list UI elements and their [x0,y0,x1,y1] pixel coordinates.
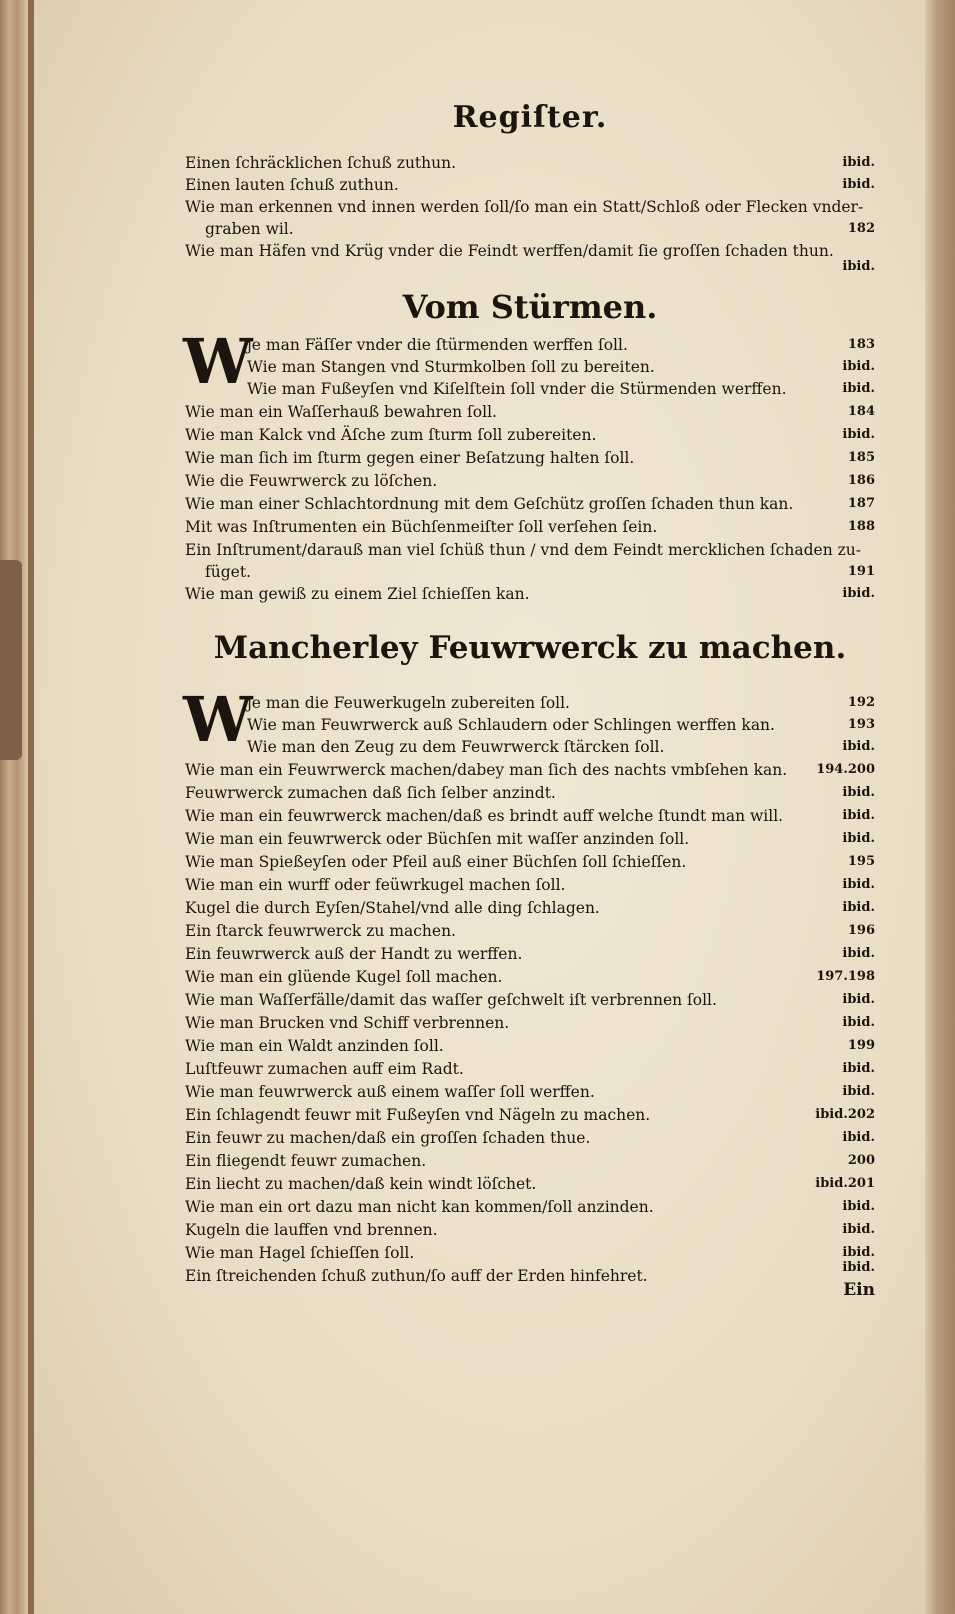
register-entry: Wie man ein Feuwrwerck machen/dabey man ſich des nachts vmbſehen kan. 194.200 [185,761,875,779]
register-entry: Wie man gewiß zu einem Ziel ſchieſſen kan. ibid. [185,585,875,603]
register-entry: Wie man Häfen vnd Krüg vnder die Feindt werffen/damit ſie groſſen ſchaden thun. ibid. [185,240,875,262]
page-ref: 195 [847,854,875,869]
register-entry: Wie man Kalck vnd Äſche zum ſturm ſoll zubereiten. ibid. [185,426,875,444]
page-ref: ibid. [842,1260,875,1275]
register-entry: je man die Feuwerkugeln zubereiten ſoll. 192 [247,694,875,712]
page-ref: ibid. [842,1015,875,1030]
register-entry: Ein Inſtrument/darauß man viel ſchüß thun / vnd dem Feindt mercklichen ſchaden zu- [185,541,862,559]
register-entry: Wie die Feuwrwerck zu löſchen. 186 [185,472,875,490]
register-entry: füget. 191 [205,563,875,581]
register-entry: Wie man ein feuwrwerck oder Büchſen mit waſſer anzinden ſoll. ibid. [185,830,875,848]
page-ref: 197.198 [816,969,875,984]
register-entry: Wie man ein Waſſerhauß bewahren ſoll. 184 [185,403,875,421]
section-title-stuermen: Vom Stürmen. [402,288,658,326]
register-entry: Wie man ein glüende Kugel ſoll machen. 197.198 [185,968,875,986]
register-entry: Mit was Inſtrumenten ein Büchſenmeiſter ſoll verſehen ſein. 188 [185,518,875,536]
page-ref: ibid. [842,1061,875,1076]
page-ref: ibid. [842,1245,875,1260]
page-ref: 184 [847,404,875,419]
page-ref: ibid. [842,155,875,170]
page-ref: 196 [847,923,875,938]
register-entry: Wie man Feuwrwerck auß Schlaudern oder Schlingen werffen kan. 193 [247,716,875,734]
register-entry: Wie man ein wurff oder feüwrkugel machen ſoll. ibid. [185,876,875,894]
register-entry: Wie man feuwrwerck auß einem waſſer ſoll werffen. ibid. [185,1083,875,1101]
page-ref: ibid. [842,586,875,601]
register-entry: Wie man Fußeyſen vnd Kiſelſtein ſoll vnder die Stürmenden werffen. ibid. [247,380,875,398]
register-entry: Wie man Stangen vnd Sturmkolben ſoll zu bereiten. ibid. [247,358,875,376]
page-ref: ibid. [842,785,875,800]
page-ref: ibid. [842,1084,875,1099]
page-ref: 199 [847,1038,875,1053]
page-ref: ibid. [842,877,875,892]
page-ref: 194.200 [816,762,875,777]
register-entry: Ein liecht zu machen/daß kein windt löſchet. ibid.201 [185,1175,875,1193]
register-entry: Wie man ein feuwrwerck machen/daß es brindt auff welche ſtundt man will. ibid. [185,807,875,825]
register-entry: Wie man erkennen vnd innen werden ſoll/ſo man ein Statt/Schloß oder Flecken vnder- [185,198,864,216]
register-entry: Wie man Spießeyſen oder Pfeil auß einer Büchſen ſoll ſchieſſen. 195 [185,853,875,871]
register-entry: graben wil. 182 [205,220,875,238]
section-title-feuwrwerck: Mancherley Feuwrwerck zu machen. [213,630,847,666]
register-entry: Wie man den Zeug zu dem Feuwrwerck ſtärcken ſoll. ibid. [247,738,875,756]
page-ref: ibid. [842,427,875,442]
page-ref: 185 [847,450,875,465]
page-ref: ibid. [842,992,875,1007]
page-ref: 186 [847,473,875,488]
register-entry: Kugel die durch Eyſen/Stahel/vnd alle ding ſchlagen. ibid. [185,899,875,917]
page-ref: 200 [847,1153,875,1168]
page-ref: ibid.201 [815,1176,875,1191]
register-entry: Ein ſchlagendt feuwr mit Fußeyſen vnd Nägeln zu machen. ibid.202 [185,1106,875,1124]
page-header: Regiſter. [452,100,608,135]
page-ref: 192 [847,695,875,710]
register-entry: Wie man Brucken vnd Schiff verbrennen. ibid. [185,1014,875,1032]
page-ref: 187 [847,496,875,511]
page-ref: ibid. [842,1130,875,1145]
register-entry: Feuwrwerck zumachen daß ſich ſelber anzindt. ibid. [185,784,875,802]
register-entry: Wie man Waſſerfälle/damit das waſſer geſchwelt iſt verbrennen ſoll. ibid. [185,991,875,1009]
page-ref: 191 [847,564,875,579]
page-ref: ibid. [842,1222,875,1237]
register-entry: Kugeln die lauffen vnd brennen. ibid. [185,1221,875,1239]
page-ref: ibid. [842,831,875,846]
drop-cap: W [183,325,253,398]
page-ref: ibid. [842,739,875,754]
page-ref: ibid. [842,946,875,961]
page-ref: ibid. [842,177,875,192]
register-entry: Wie man ein ort dazu man nicht kan kommen/ſoll anzinden. ibid. [185,1198,875,1216]
register-entry: Wie man Hagel ſchieſſen ſoll. ibid. [185,1244,875,1262]
page-ref: 183 [847,337,875,352]
register-entry: Ein fliegendt feuwr zumachen. 200 [185,1152,875,1170]
register-entry: je man Fäſſer vnder die ſtürmenden werffen ſoll. 183 [247,336,875,354]
register-entry: Wie man ſich im ſturm gegen einer Beſatzung halten ſoll. 185 [185,449,875,467]
register-entry: Wie man ein Waldt anzinden ſoll. 199 [185,1037,875,1055]
register-entry: Ein feuwrwerck auß der Handt zu werffen. ibid. [185,945,875,963]
page-ref: ibid. [842,381,875,396]
register-entry: Luſtfeuwr zumachen auff eim Radt. ibid. [185,1060,875,1078]
page-ref: ibid. [842,1199,875,1214]
page-ref: ibid. [842,359,875,374]
page-ref: ibid. [842,259,875,274]
register-entry: Ein ſtreichenden ſchuß zuthun/ſo auff der Erden hinfehret. ibid. [185,1265,875,1287]
catchword: Ein [843,1280,875,1300]
drop-cap: W [183,683,253,756]
page-ref: ibid. [842,900,875,915]
register-entry: Einen ſchräcklichen ſchuß zuthun. ibid. [185,154,875,172]
book-clasp [0,560,22,760]
page-ref: 193 [847,717,875,732]
page-ref: 182 [847,221,875,236]
register-entry: Ein ſtarck feuwrwerck zu machen. 196 [185,922,875,940]
book-edge-left [0,0,28,1614]
register-entry: Ein feuwr zu machen/daß ein groſſen ſchaden thue. ibid. [185,1129,875,1147]
register-entry: Wie man einer Schlachtordnung mit dem Geſchütz groſſen ſchaden thun kan. 187 [185,495,875,513]
book-edge-right [925,0,955,1614]
page-ref: ibid.202 [815,1107,875,1122]
register-entry: Einen lauten ſchuß zuthun. ibid. [185,176,875,194]
page-ref: 188 [847,519,875,534]
page-ref: ibid. [842,808,875,823]
